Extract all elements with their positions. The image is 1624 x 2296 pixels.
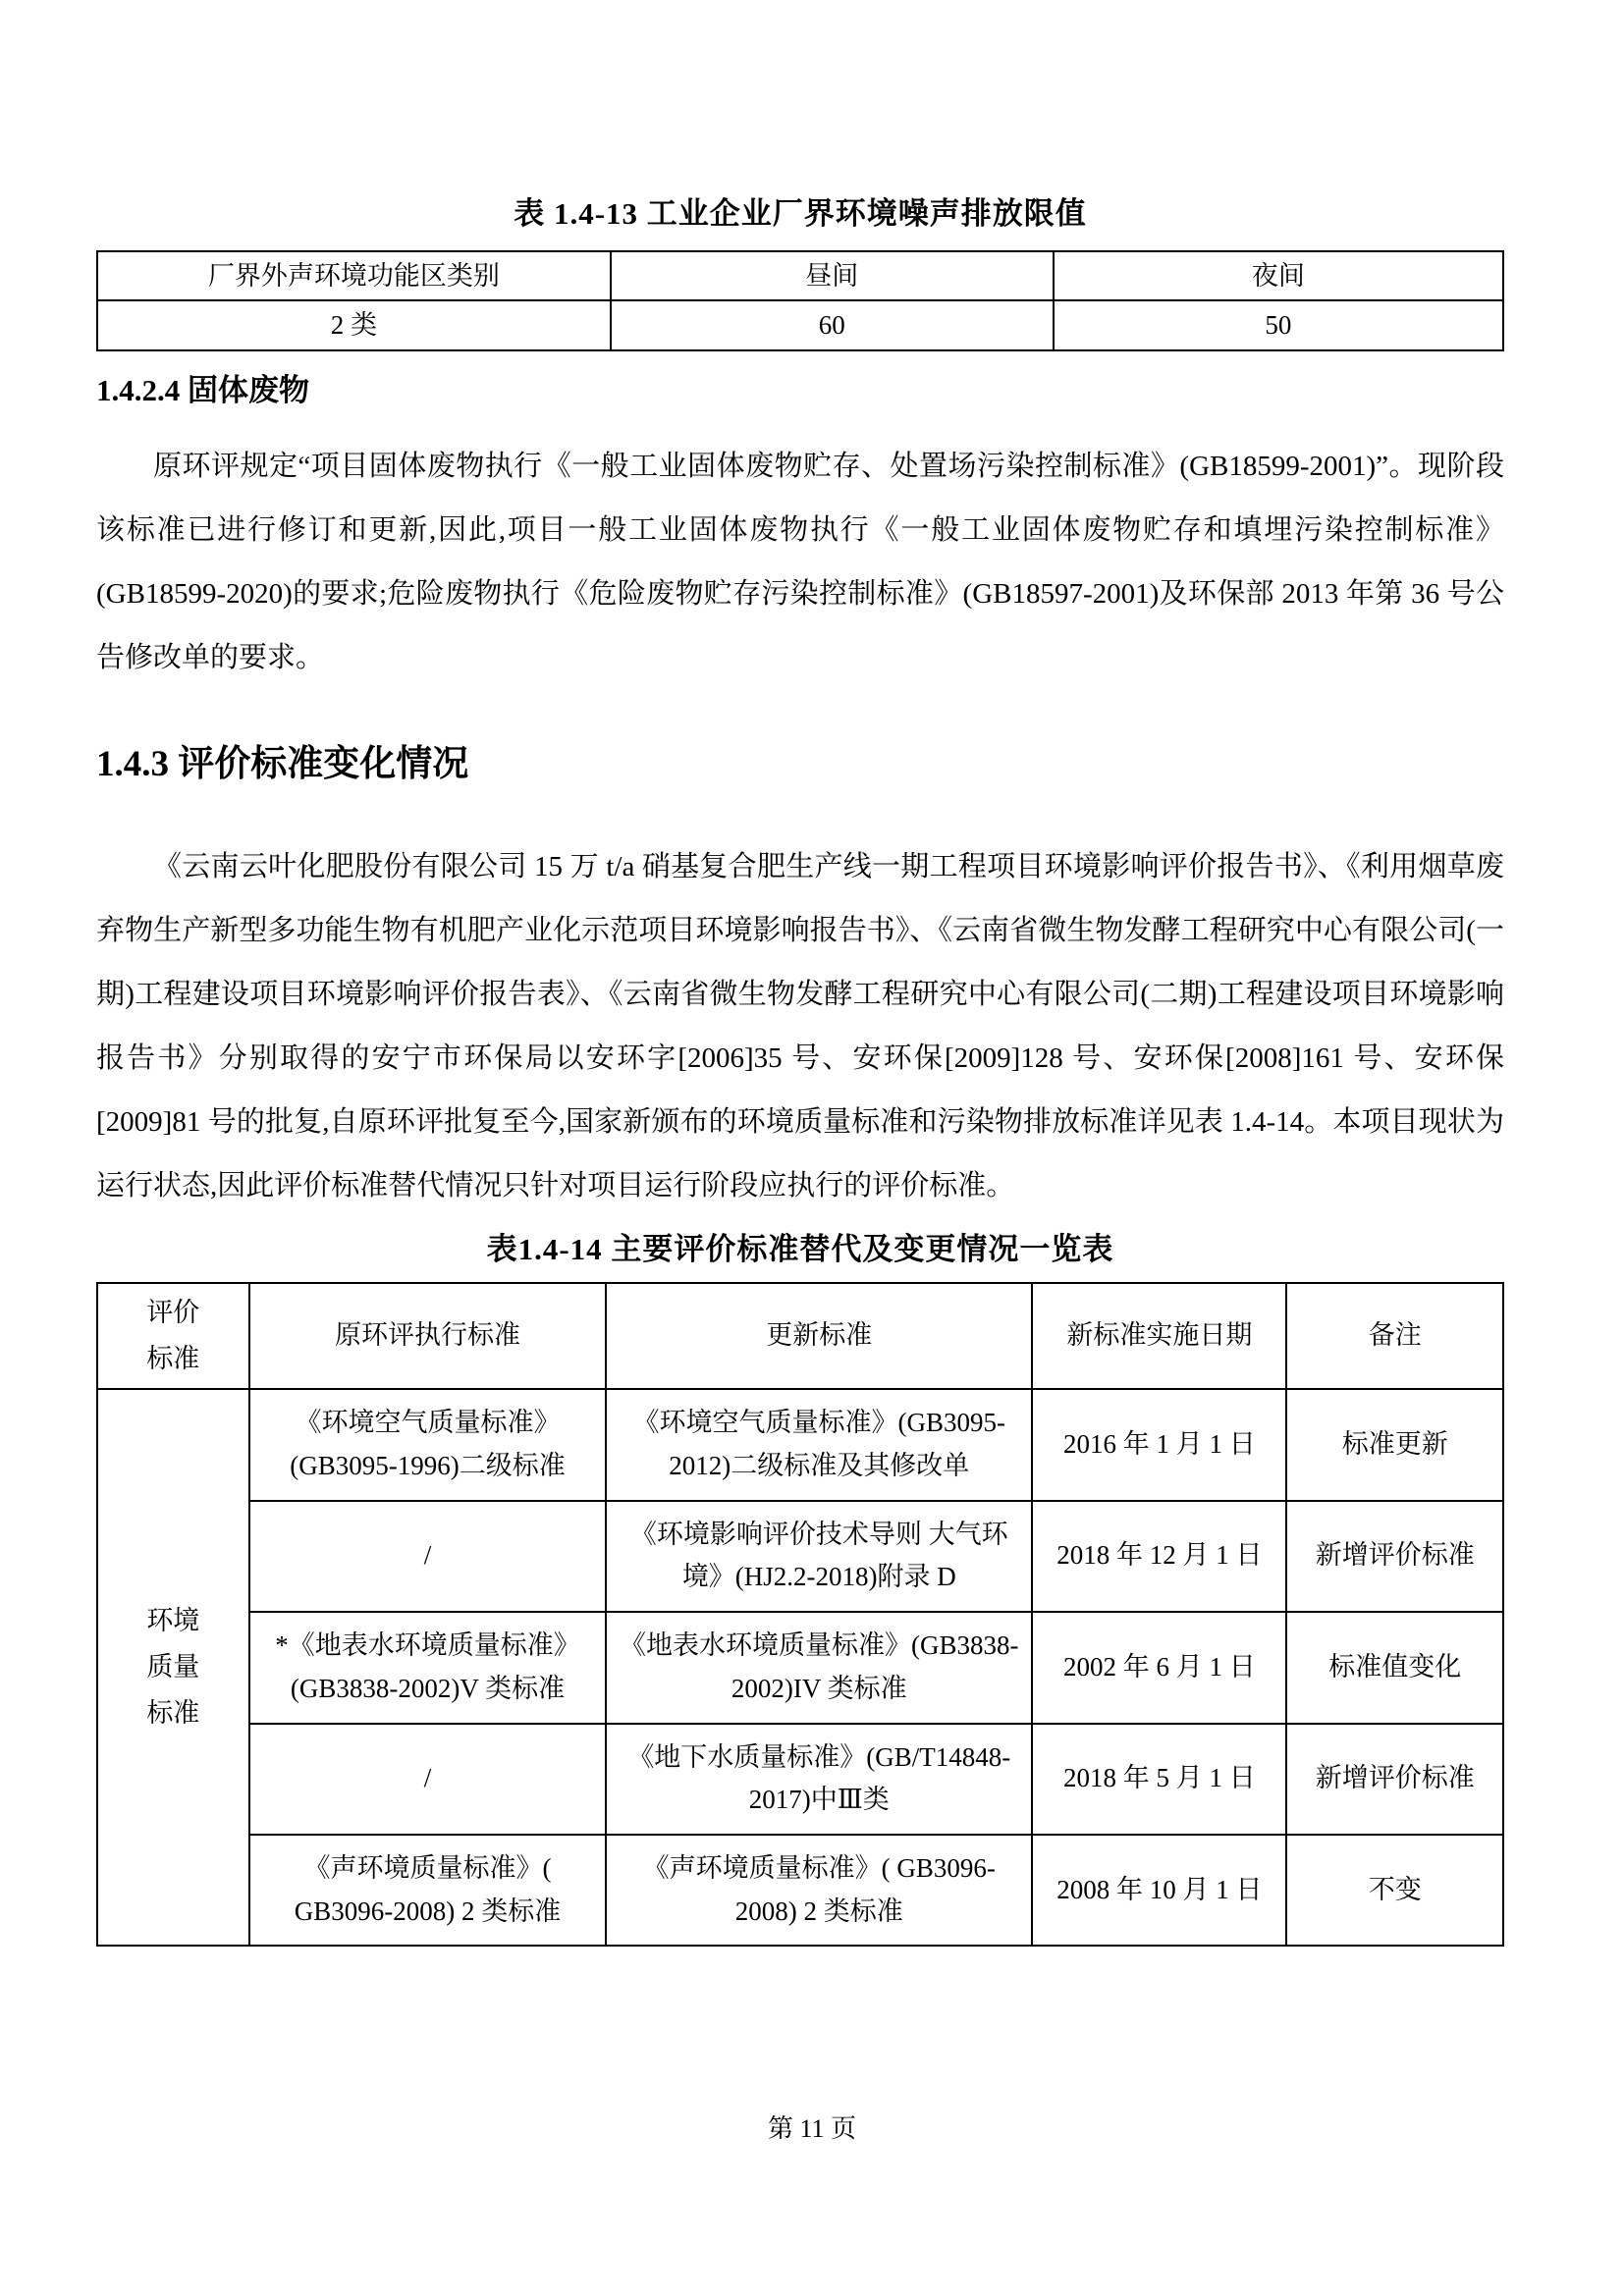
standards-table-row-air [97, 1389, 1503, 1500]
standards-table-row-groundwater [97, 1724, 1503, 1835]
std-cell-old: *《地表水环境质量标准》(GB3838-2002)V 类标准 [249, 1612, 607, 1723]
std-cell-note: 不变 [1286, 1835, 1503, 1946]
noise-header-zone: 厂界外声环境功能区类别 [97, 251, 611, 301]
standards-table-row-air-guideline [97, 1501, 1503, 1612]
std-header-category [97, 1283, 249, 1390]
paragraph-solid-waste: 原环评规定“项目固体废物执行《一般工业固体废物贮存、处置场污染控制标准》(GB18599-2001)”。现阶段该标准已进行修订和更新,因此,项目一般工业固体废物执行《一般工业固体废物贮存和填埋污染控制标准》(GB18599-2020)的要求;危险废物执行《危险废物贮存污染控制标准》(GB18597-2001)及环保部 2013 年第 36 号公告修改单的要求。 [96, 451, 1504, 674]
std-cell-date: 2002 年 6 月 1 日 [1032, 1612, 1286, 1723]
std-cell-date: 2018 年 5 月 1 日 [1032, 1724, 1286, 1835]
std-cell-old: 《声环境质量标准》( GB3096-2008) 2 类标准 [249, 1835, 607, 1946]
std-cell-new: 《环境影响评价技术导则 大气环境》(HJ2.2-2018)附录 D [606, 1501, 1032, 1612]
noise-limit-table [96, 250, 1504, 351]
noise-table-data-row [97, 300, 1503, 350]
std-cell-date: 2016 年 1 月 1 日 [1032, 1389, 1286, 1500]
noise-cell-zone: 2 类 [97, 300, 611, 350]
std-group-cell [97, 1389, 249, 1946]
std-cell-new: 《环境空气质量标准》(GB3095-2012)二级标准及其修改单 [606, 1389, 1032, 1500]
section-heading-standard-changes: 1.4.3 评价标准变化情况 [96, 744, 469, 785]
noise-cell-daytime: 60 [611, 300, 1054, 350]
std-cell-note: 新增评价标准 [1286, 1724, 1503, 1835]
noise-table-header-row [97, 251, 1503, 301]
std-group-label: 环境质量标准 [146, 1605, 200, 1729]
std-cell-old: / [249, 1724, 607, 1835]
std-cell-date: 2018 年 12 月 1 日 [1032, 1501, 1286, 1612]
std-header-updated: 更新标准 [606, 1283, 1032, 1390]
std-header-original: 原环评执行标准 [249, 1283, 607, 1390]
noise-header-night: 夜间 [1054, 251, 1503, 301]
std-cell-note: 新增评价标准 [1286, 1501, 1503, 1612]
std-cell-note: 标准值变化 [1286, 1612, 1503, 1723]
page-number: 第 11 页 [767, 2114, 857, 2143]
standards-change-table [96, 1282, 1504, 1948]
standards-table-row-surface-water [97, 1612, 1503, 1723]
paragraph-standard-changes: 《云南云叶化肥股份有限公司 15 万 t/a 硝基复合肥生产线一期工程项目环境影响评价报告书》、《利用烟草废弃物生产新型多功能生物有机肥产业化示范项目环境影响报告书》、《云南省微生物发酵工程研究中心有限公司(一期)工程建设项目环境影响评价报告表》、《云南省微生物发酵工程研究中心有限公司(二期)工程建设项目环境影响报告书》分别取得的安宁市环保局以安环字[2006]35 号、安环保[2009]128 号、安环保[2008]161 号、安环保[2009]81 号的批复,自原环评批复至今,国家新颁布的环境质量标准和污染物排放标准详见表 1.4-14。本项目现状为运行状态,因此评价标准替代情况只针对项目运行阶段应执行的评价标准。 [96, 850, 1504, 1201]
standards-table-row-acoustic [97, 1835, 1503, 1946]
noise-header-daytime: 昼间 [611, 251, 1054, 301]
std-cell-new: 《地表水环境质量标准》(GB3838-2002)IV 类标准 [606, 1612, 1032, 1723]
std-header-category-label: 评价标准 [146, 1297, 200, 1373]
table-1-4-13-title: 表 1.4-13 工业企业厂界环境噪声排放限值 [514, 196, 1087, 231]
std-cell-note: 标准更新 [1286, 1389, 1503, 1500]
table-1-4-14-title: 表1.4-14 主要评价标准替代及变更情况一览表 [486, 1231, 1114, 1266]
std-cell-old: / [249, 1501, 607, 1612]
std-cell-old: 《环境空气质量标准》(GB3095-1996)二级标准 [249, 1389, 607, 1500]
std-header-note: 备注 [1286, 1283, 1503, 1390]
standards-table-header-row [97, 1283, 1503, 1390]
std-cell-new: 《声环境质量标准》( GB3096-2008) 2 类标准 [606, 1835, 1032, 1946]
std-cell-date: 2008 年 10 月 1 日 [1032, 1835, 1286, 1946]
std-header-date: 新标准实施日期 [1032, 1283, 1286, 1390]
std-cell-new: 《地下水质量标准》(GB/T14848-2017)中Ⅲ类 [606, 1724, 1032, 1835]
noise-cell-night: 50 [1054, 300, 1503, 350]
section-heading-solid-waste: 1.4.2.4 固体废物 [96, 372, 309, 407]
